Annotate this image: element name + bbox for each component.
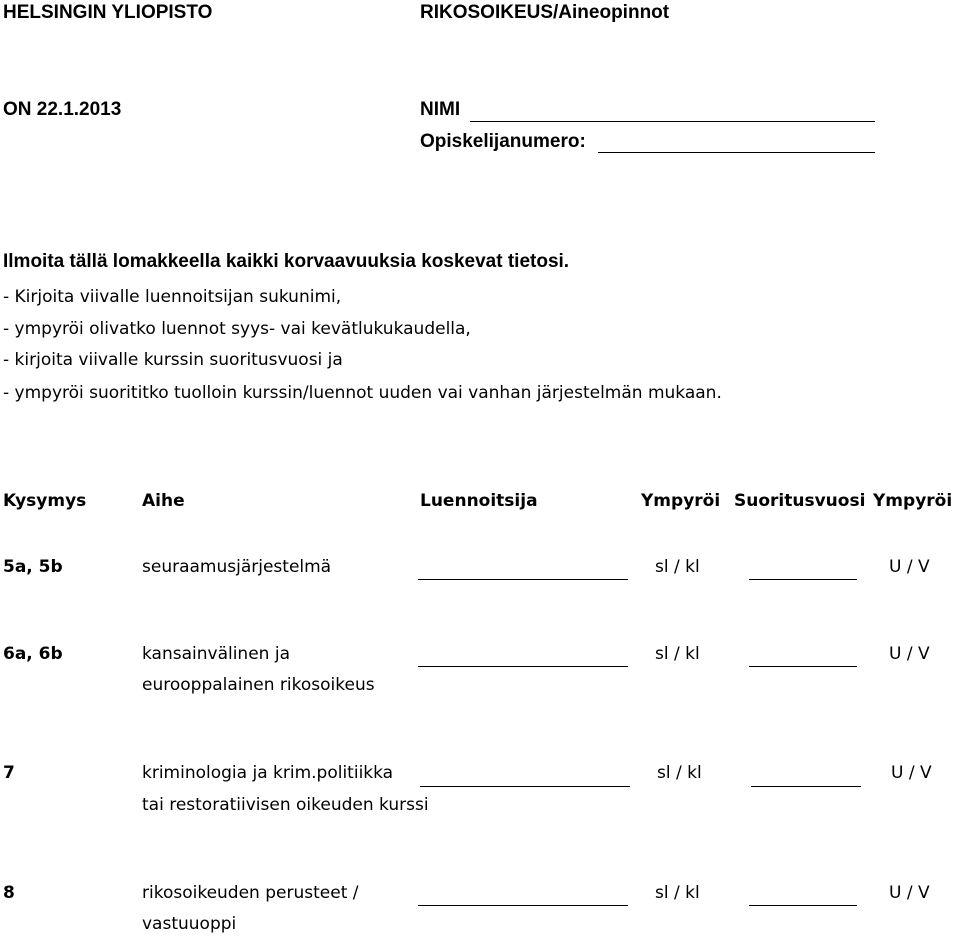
col-header-semester: Ympyröi <box>641 491 721 511</box>
lecturer-field-line[interactable] <box>418 666 628 667</box>
exam-date: ON 22.1.2013 <box>3 99 122 120</box>
name-label: NIMI <box>420 99 461 120</box>
row-topic: seuraamusjärjestelmä <box>142 557 332 577</box>
lecturer-field-line[interactable] <box>418 579 628 580</box>
semester-choice[interactable]: sl / kl <box>655 644 700 664</box>
system-choice[interactable]: U / V <box>889 883 930 903</box>
row-topic-continued: tai restoratiivisen oikeuden kurssi <box>142 795 429 815</box>
course-title: RIKOSOIKEUS/Aineopinnot <box>420 2 670 23</box>
row-question: 6a, 6b <box>3 644 63 664</box>
row-question: 8 <box>3 883 15 903</box>
name-field-line[interactable] <box>470 121 875 122</box>
lecturer-field-line[interactable] <box>420 786 630 787</box>
system-choice[interactable]: U / V <box>889 644 930 664</box>
year-field-line[interactable] <box>749 579 857 580</box>
instruction-item: - ympyröi suorititko tuolloin kurssin/luennot uuden vai vanhan järjestelmän mukaan. <box>3 383 722 403</box>
semester-choice[interactable]: sl / kl <box>655 883 700 903</box>
year-field-line[interactable] <box>749 666 857 667</box>
row-topic: rikosoikeuden perusteet / <box>142 883 359 903</box>
col-header-year: Suoritusvuosi <box>734 491 866 511</box>
instructions-intro: Ilmoita tällä lomakkeella kaikki korvaavuuksia koskevat tietosi. <box>3 251 570 272</box>
system-choice[interactable]: U / V <box>891 763 932 783</box>
student-number-label: Opiskelijanumero: <box>420 131 586 152</box>
instruction-item: - kirjoita viivalle kurssin suoritusvuosi ja <box>3 350 343 370</box>
col-header-lecturer: Luennoitsija <box>420 491 538 511</box>
row-question: 5a, 5b <box>3 557 63 577</box>
instruction-item: - ympyröi olivatko luennot syys- vai kevätlukukaudella, <box>3 319 471 339</box>
semester-choice[interactable]: sl / kl <box>657 763 702 783</box>
col-header-system: Ympyröi <box>873 491 953 511</box>
year-field-line[interactable] <box>751 786 861 787</box>
row-topic: kansainvälinen ja <box>142 644 290 664</box>
lecturer-field-line[interactable] <box>418 905 628 906</box>
col-header-question: Kysymys <box>3 491 87 511</box>
student-number-field-line[interactable] <box>598 152 875 153</box>
row-topic-continued: eurooppalainen rikosoikeus <box>142 675 375 695</box>
col-header-topic: Aihe <box>142 491 185 511</box>
row-topic-continued: vastuuoppi <box>142 914 237 934</box>
instruction-item: - Kirjoita viivalle luennoitsijan sukunimi, <box>3 287 342 307</box>
year-field-line[interactable] <box>749 905 857 906</box>
row-topic: kriminologia ja krim.politiikka <box>142 763 394 783</box>
row-question: 7 <box>3 763 15 783</box>
semester-choice[interactable]: sl / kl <box>655 557 700 577</box>
system-choice[interactable]: U / V <box>889 557 930 577</box>
university-name: HELSINGIN YLIOPISTO <box>3 2 213 23</box>
